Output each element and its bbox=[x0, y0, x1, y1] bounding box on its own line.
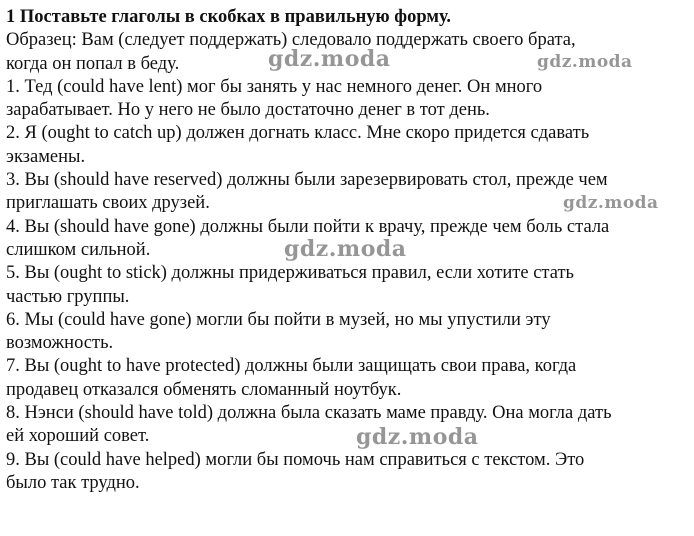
item-5-line-2: частью группы. bbox=[6, 286, 130, 307]
watermark: gdz.moda bbox=[537, 52, 633, 72]
item-7-line-2: продавец отказался обменять сломанный ноутбук. bbox=[6, 379, 402, 400]
item-7-line-1: 7. Вы (ought to have protected) должны были защищать свои права, когда bbox=[6, 356, 577, 377]
item-3-line-1: 3. Вы (should have reserved) должны были зарезервировать стол, прежде чем bbox=[6, 170, 608, 191]
item-8-line-2: ей хороший совет. bbox=[6, 426, 150, 447]
watermark: gdz.moda bbox=[563, 193, 659, 213]
item-8-line-1: 8. Нэнси (should have told) должна была сказать маме правду. Она могла дать bbox=[6, 403, 612, 424]
item-4-line-1: 4. Вы (should have gone) должны были пойти к врачу, прежде чем боль стала bbox=[6, 216, 610, 237]
item-1-line-1: 1. Тед (could have lent) мог бы занять у нас немного денег. Он много bbox=[6, 76, 543, 97]
watermark: gdz.moda bbox=[268, 46, 391, 72]
item-2-line-1: 2. Я (ought to catch up) должен догнать класс. Мне скоро придется сдавать bbox=[6, 123, 590, 144]
item-6-line-1: 6. Мы (could have gone) могли бы пойти в музей, но мы упустили эту bbox=[6, 309, 551, 330]
example-line-2: когда он попал в беду. bbox=[6, 53, 180, 74]
exercise-title: 1 Поставьте глаголы в скобках в правильную форму. bbox=[6, 7, 451, 27]
watermark: gdz.moda bbox=[284, 236, 407, 262]
watermark: gdz.moda bbox=[356, 424, 479, 450]
item-9-line-2: было так трудно. bbox=[6, 472, 140, 493]
item-2-line-2: экзамены. bbox=[6, 146, 86, 167]
item-5-line-1: 5. Вы (ought to stick) должны придерживаться правил, если хотите стать bbox=[6, 263, 574, 284]
item-9-line-1: 9. Вы (could have helped) могли бы помочь нам справиться с текстом. Это bbox=[6, 449, 585, 470]
item-4-line-2: слишком сильной. bbox=[6, 239, 151, 260]
item-6-line-2: возможность. bbox=[6, 333, 114, 354]
item-1-line-2: зарабатывает. Но у него не было достаточно денег в тот день. bbox=[6, 100, 490, 121]
example-line-1: Образец: Вам (следует поддержать) следовало поддержать своего брата, bbox=[6, 30, 576, 51]
item-3-line-2: приглашать своих друзей. bbox=[6, 193, 210, 214]
